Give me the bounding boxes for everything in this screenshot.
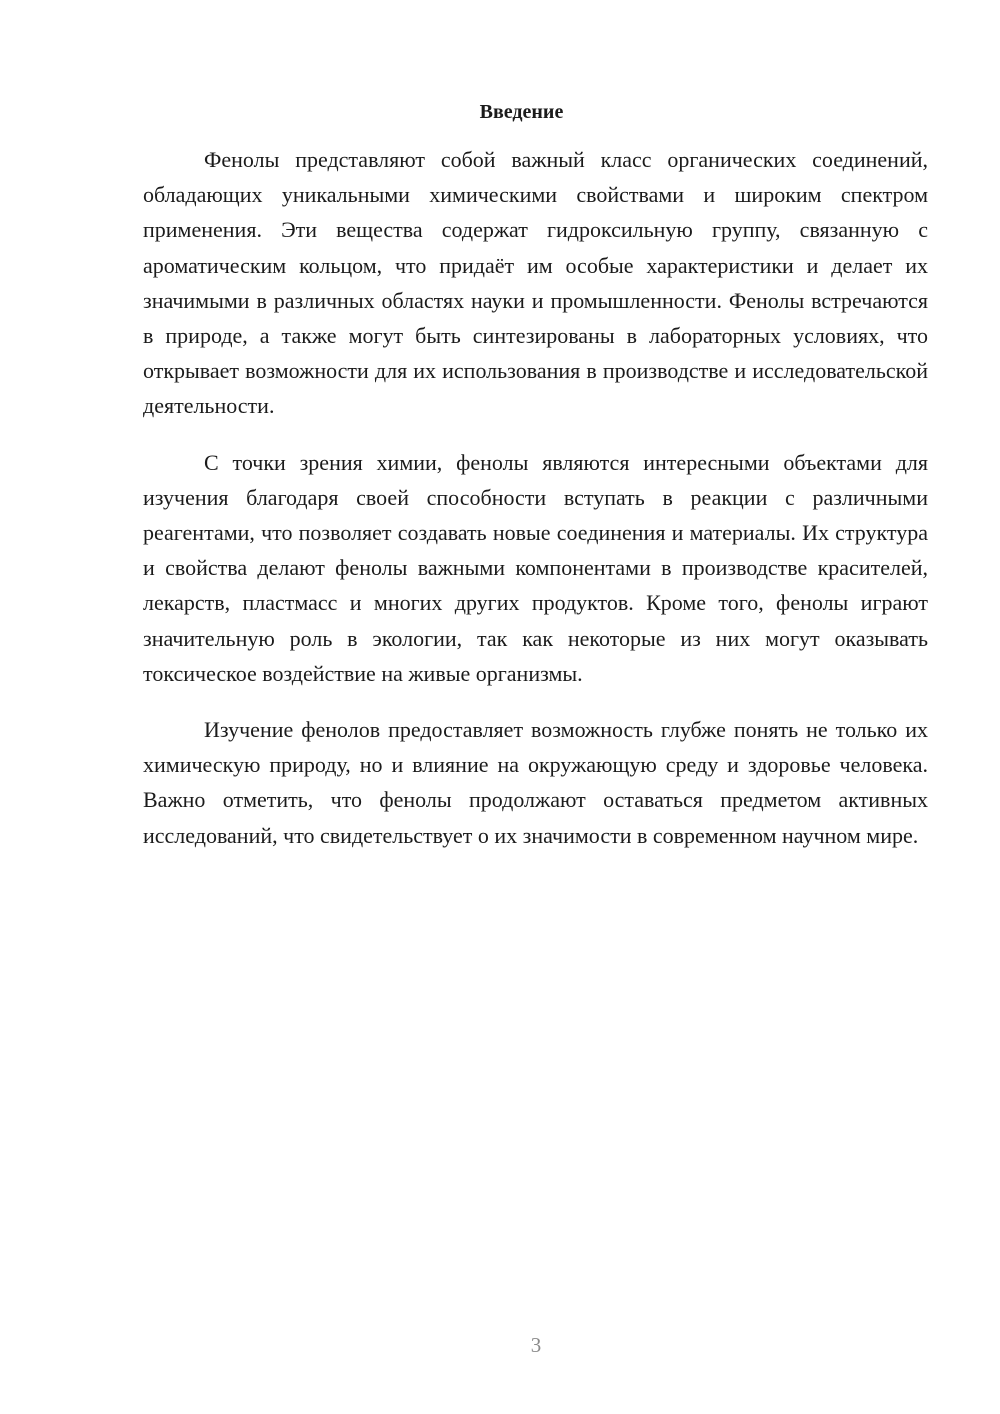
page-number: 3 (530, 1333, 542, 1357)
paragraph-2: С точки зрения химии, фенолы являются интересными объектами для изучения благодаря своей способности вступать в реакции с различными реагентами, что позволяет создавать новые соединения и материалы. Их структура и свойства делают фенолы важными компонентами в производстве красителей, лекарств, пластмасс и многих других продуктов. Кроме того, фенолы играют значительную роль в экологии, так как некоторые из них могут оказывать токсическое воздействие на живые организмы. (143, 449, 928, 686)
section-heading: Введение (479, 101, 564, 123)
paragraph-3: Изучение фенолов предоставляет возможность глубже понять не только их химическую природу, но и влияние на окружающую среду и здоровье человека. Важно отметить, что фенолы продолжают оставаться предметом активных исследований, что свидетельствует о их значимости в современном научном мире. (143, 717, 928, 848)
paragraph-1: Фенолы представляют собой важный класс органических соединений, обладающих уникальными химическими свойствами и широким спектром применения. Эти вещества содержат гидроксильную группу, связанную с ароматическим кольцом, что придаёт им особые характеристики и делает их значимыми в различных областях науки и промышленности. Фенолы встречаются в природе, а также могут быть синтезированы в лабораторных условиях, что открывает возможности для их использования в производстве и исследовательской деятельности. (143, 147, 928, 419)
page-content (143, 95, 928, 853)
